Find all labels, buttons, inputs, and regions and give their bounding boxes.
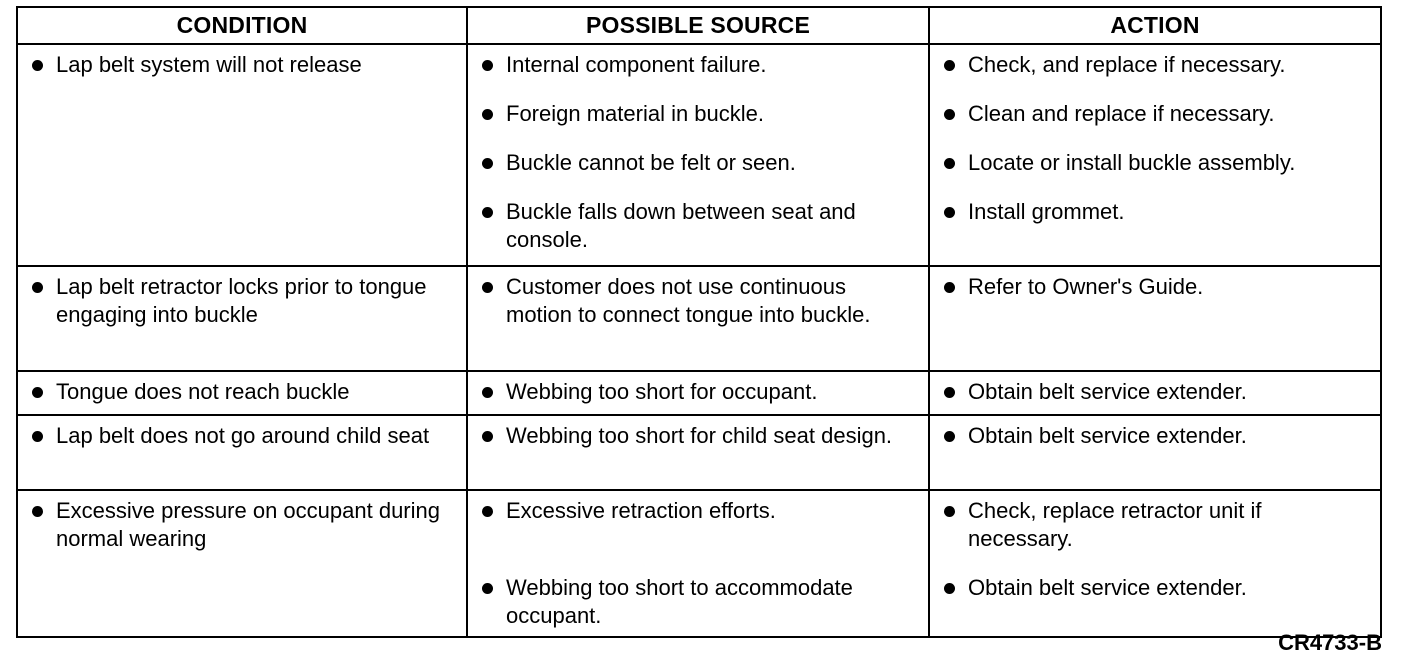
- list-item: [478, 51, 918, 79]
- source-text: Webbing too short to accommodate occupant.: [506, 575, 853, 628]
- source-text: Customer does not use continuous motion to connect tongue into buckle.: [506, 274, 871, 327]
- condition-text: Tongue does not reach buckle: [56, 379, 350, 404]
- bullet-icon: [944, 109, 955, 120]
- header-source: POSSIBLE SOURCE: [467, 7, 929, 44]
- source-text: Internal component failure.: [506, 52, 767, 77]
- bullet-icon: [482, 583, 493, 594]
- bullet-icon: [482, 506, 493, 517]
- header-row: [17, 7, 1381, 44]
- action-cell: [929, 44, 1381, 266]
- bullet-icon: [32, 506, 43, 517]
- table-row: [17, 266, 1381, 371]
- header-condition: CONDITION: [17, 7, 467, 44]
- source-text: Webbing too short for occupant.: [506, 379, 818, 404]
- list-item: [478, 198, 918, 254]
- bullet-icon: [482, 207, 493, 218]
- source-cell: [467, 371, 929, 415]
- bullet-icon: [482, 60, 493, 71]
- bullet-icon: [32, 282, 43, 293]
- bullet-icon: [944, 387, 955, 398]
- bullet-icon: [32, 60, 43, 71]
- bullet-icon: [944, 431, 955, 442]
- bullet-icon: [944, 158, 955, 169]
- condition-cell: [17, 371, 467, 415]
- bullet-icon: [944, 583, 955, 594]
- list-item: [940, 198, 1370, 226]
- action-text: Check, replace retractor unit if necessary.: [968, 498, 1262, 551]
- source-text: Buckle falls down between seat and console.: [506, 199, 856, 252]
- list-item: [28, 273, 456, 329]
- list-item: [478, 100, 918, 128]
- action-text: Check, and replace if necessary.: [968, 52, 1286, 77]
- table-row: [17, 415, 1381, 490]
- list-item: [478, 378, 918, 406]
- action-text: Obtain belt service extender.: [968, 575, 1247, 600]
- list-item: [940, 574, 1370, 602]
- list-item: [940, 422, 1370, 450]
- action-text: Obtain belt service extender.: [968, 423, 1247, 448]
- action-text: Obtain belt service extender.: [968, 379, 1247, 404]
- list-item: [940, 51, 1370, 79]
- list-item: [940, 378, 1370, 406]
- bullet-icon: [944, 506, 955, 517]
- table-row: [17, 371, 1381, 415]
- list-item: [940, 497, 1370, 553]
- source-text: Excessive retraction efforts.: [506, 498, 776, 523]
- bullet-icon: [482, 282, 493, 293]
- action-text: Refer to Owner's Guide.: [968, 274, 1204, 299]
- bullet-icon: [32, 387, 43, 398]
- bullet-icon: [482, 109, 493, 120]
- list-item: [940, 100, 1370, 128]
- condition-text: Lap belt retractor locks prior to tongue engaging into buckle: [56, 274, 427, 327]
- table-row: [17, 490, 1381, 637]
- bullet-icon: [482, 158, 493, 169]
- condition-cell: [17, 44, 467, 266]
- bullet-icon: [944, 207, 955, 218]
- list-item: [28, 422, 456, 450]
- condition-text: Excessive pressure on occupant during normal wearing: [56, 498, 440, 551]
- list-item: [28, 497, 456, 553]
- source-text: Buckle cannot be felt or seen.: [506, 150, 796, 175]
- source-cell: [467, 490, 929, 637]
- list-item: [478, 497, 918, 525]
- table-row: [17, 44, 1381, 266]
- list-item: [28, 51, 456, 79]
- source-cell: [467, 415, 929, 490]
- list-item: [28, 378, 456, 406]
- figure-id: CR4733-B: [1278, 630, 1382, 655]
- bullet-icon: [944, 60, 955, 71]
- action-text: Locate or install buckle assembly.: [968, 150, 1296, 175]
- condition-cell: [17, 490, 467, 637]
- bullet-icon: [944, 282, 955, 293]
- list-item: [478, 149, 918, 177]
- list-item: [478, 422, 918, 450]
- diagnosis-table: [16, 6, 1382, 638]
- condition-cell: [17, 266, 467, 371]
- bullet-icon: [32, 431, 43, 442]
- bullet-icon: [482, 387, 493, 398]
- bullet-icon: [482, 431, 493, 442]
- action-text: Install grommet.: [968, 199, 1125, 224]
- list-item: [940, 273, 1370, 301]
- condition-cell: [17, 415, 467, 490]
- action-cell: [929, 371, 1381, 415]
- action-cell: [929, 266, 1381, 371]
- condition-text: Lap belt system will not release: [56, 52, 362, 77]
- header-action: ACTION: [929, 7, 1381, 44]
- action-cell: [929, 490, 1381, 637]
- action-cell: [929, 415, 1381, 490]
- list-item: [478, 574, 918, 630]
- source-cell: [467, 44, 929, 266]
- action-text: Clean and replace if necessary.: [968, 101, 1275, 126]
- source-text: Foreign material in buckle.: [506, 101, 765, 126]
- condition-text: Lap belt does not go around child seat: [56, 423, 430, 448]
- list-item: [940, 149, 1370, 177]
- source-text: Webbing too short for child seat design.: [506, 423, 893, 448]
- source-cell: [467, 266, 929, 371]
- list-item: [478, 273, 918, 329]
